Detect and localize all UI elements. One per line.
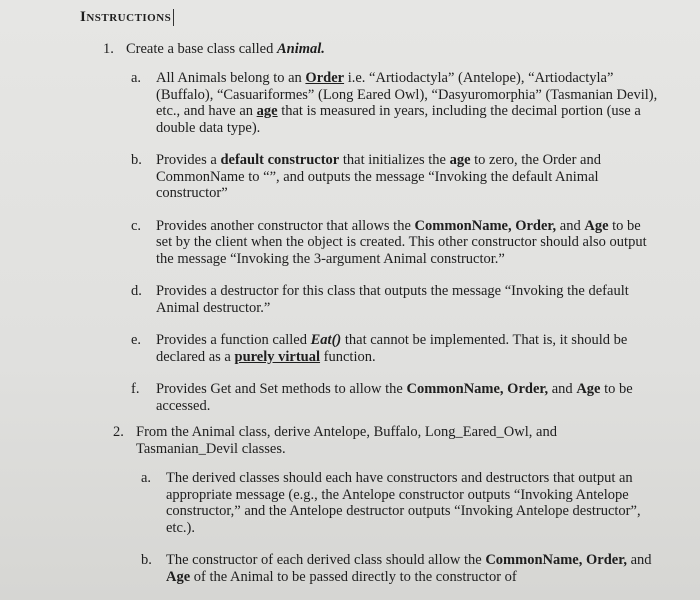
q1-e-text-2: that cannot be implemented. That is, it should be declared as a: [156, 332, 628, 365]
q1-d-text-1: Provides a destructor for this class that outputs the message “Invoking the default Animal destructor.”: [156, 283, 629, 316]
q2-item-b: [141, 552, 660, 585]
q1-f-text-2: and: [548, 381, 577, 397]
question-1-number: 1.: [103, 41, 114, 57]
q1-e-purely-virtual: purely virtual: [234, 348, 321, 365]
q1-e-eat-function: Eat(): [310, 332, 342, 348]
q1-item-c: [131, 217, 660, 268]
question-2: [113, 424, 660, 585]
q1-c-age: Age: [584, 217, 609, 234]
question-2-number: 2.: [113, 424, 124, 440]
q1-item-a-letter: a.: [131, 70, 142, 86]
q1-item-f-letter: f.: [131, 381, 140, 397]
q1-c-text-1: Provides another constructor that allows the: [156, 217, 415, 234]
q1-b-text-3: to zero, the Order and CommonName to “”, and outputs the message “Invoking the default Animal constructor”: [156, 152, 601, 201]
q1-a-text-1: All Animals belong to an: [156, 70, 306, 86]
question-1-text: Create a base class called: [126, 41, 277, 57]
q1-b-default-constructor: default constructor: [220, 152, 340, 168]
q1-c-fields: CommonName, Order,: [414, 217, 557, 234]
q2-b-text-3: and: [626, 552, 652, 568]
q1-item-b: [131, 152, 660, 202]
q1-item-c-letter: c.: [131, 217, 142, 234]
question-2-subitems: [141, 470, 660, 585]
q1-item-d: [131, 283, 660, 316]
q2-item-a: [141, 470, 660, 536]
q2-item-a-letter: a.: [141, 470, 152, 486]
q1-a-order: Order: [305, 70, 345, 86]
q2-b-commonname: CommonName,: [485, 552, 583, 568]
q1-b-text-2: that initializes the: [339, 152, 450, 168]
heading: Instructions: [80, 9, 174, 26]
q1-item-e-letter: e.: [131, 332, 142, 348]
q1-f-text-3: to be accessed.: [156, 381, 633, 414]
q2-b-order: Order,: [586, 552, 627, 568]
q1-c-text-2: and: [556, 217, 585, 234]
q1-f-text-1: Provides Get and Set methods to allow the: [156, 381, 407, 397]
q1-b-text-1: Provides a: [156, 152, 221, 168]
q1-item-a: [131, 70, 660, 136]
question-1: [103, 41, 660, 414]
q1-e-text-3: function.: [320, 348, 376, 365]
q1-e-text-1: Provides a function called: [156, 332, 311, 348]
q2-item-b-letter: b.: [141, 552, 152, 568]
q1-c-text-3: to be set by the client when the object is created. This other constructor should also output the message “Invoking the 3-argument Animal constructor.”: [156, 217, 647, 267]
class-name-animal: Animal.: [276, 41, 325, 57]
question-2-text: From the Animal class, derive Antelope, Buffalo, Long_Eared_Owl, and Tasmanian_Devil classes.: [136, 424, 557, 457]
q2-b-text-4: of the Animal to be passed directly to the constructor of: [190, 568, 517, 585]
question-1-subitems: [131, 70, 660, 414]
q1-f-fields: CommonName, Order,: [406, 381, 549, 397]
q1-item-b-letter: b.: [131, 152, 142, 168]
q1-a-text-3: that is measured in years, including the decimal portion (use a double data type).: [156, 103, 641, 136]
q1-b-age: age: [449, 152, 471, 168]
q2-b-age: Age: [166, 568, 191, 585]
q1-a-text-2: i.e. “Artiodactyla” (Antelope), “Artiodactyla” (Buffalo), “Casuariformes” (Long Eared Owl), “Dasyuromorphia” (Tasmanian Devil), etc., and have an: [156, 70, 658, 119]
q1-item-e: [131, 332, 660, 365]
q2-b-text-1: The constructor of each derived class should allow the: [166, 552, 486, 568]
q2-a-text-1: The derived classes should each have constructors and destructors that output an appropriate message (e.g., the Antelope constructor outputs “Invoking Antelope constructor,” and the Antelope destructor outputs “Invoking Antelope destructor”, etc.).: [166, 470, 641, 536]
q1-item-d-letter: d.: [131, 283, 142, 299]
q1-a-age: age: [256, 103, 278, 119]
q1-f-age: Age: [576, 381, 601, 397]
q1-item-f: [131, 381, 660, 414]
